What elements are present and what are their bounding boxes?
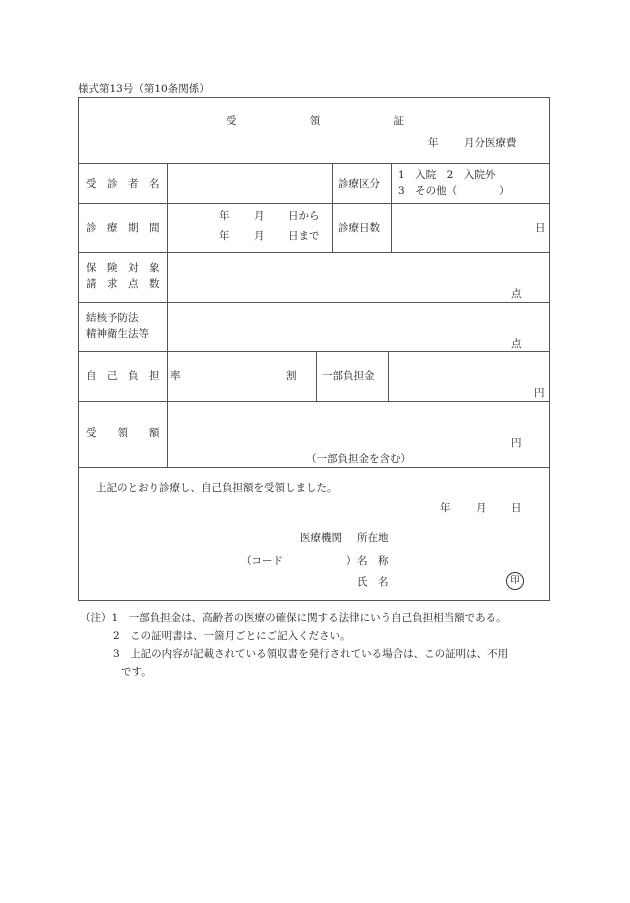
category-option-line1: 1 入院 2 入院外 (398, 169, 496, 181)
institution-code: （コード ） (241, 555, 357, 567)
partial-payment-unit: 円 (534, 387, 545, 399)
institution-label: 医療機関 (300, 532, 342, 544)
category-label: 診療区分 (338, 178, 380, 190)
address-label: 所在地 (357, 532, 389, 544)
tb-mental-label-2: 精神衛生法等 (86, 328, 149, 340)
received-amount-label: 受 領 額 (86, 427, 160, 439)
form-number: 様式第13号（第10条関係） (78, 83, 210, 95)
period-label: 診 療 期 間 (86, 222, 160, 234)
seal-mark: 印 (506, 572, 524, 590)
period-to-month: 月 (254, 230, 265, 242)
patient-name-label: 受 診 者 名 (86, 178, 160, 190)
tb-mental-label-1: 結核予防法 (86, 312, 139, 324)
insurance-points-label-2: 請 求 点 数 (86, 278, 160, 290)
title-month-label: 月分医療費 (464, 137, 517, 149)
period-to-day: 日まで (288, 230, 320, 242)
insurance-points-unit: 点 (511, 288, 522, 300)
cert-date-day: 日 (511, 502, 522, 514)
title-char: 証 (393, 115, 404, 127)
title-char: 受 (226, 115, 237, 127)
note-3: 3 上記の内容が記載されている領収書を発行されている場合は、この証明は、不用 (113, 648, 509, 660)
cert-date-year: 年 (440, 502, 451, 514)
category-option-line2: 3 その他（ ） (398, 185, 510, 197)
received-amount-unit: 円 (511, 437, 522, 449)
note-1: （注）1 一部負担金は、高齢者の医療の確保に関する法律にいう自己負担相当額である。 (80, 612, 507, 624)
period-to-year: 年 (219, 230, 230, 242)
period-from-day: 日から (288, 210, 320, 222)
form-title (226, 115, 404, 128)
signer-name-label: 氏 名 (357, 576, 389, 588)
tb-mental-unit: 点 (511, 338, 522, 350)
days-unit: 日 (535, 222, 546, 234)
note-2: 2 この証明書は、一箇月ごとにご記入ください。 (113, 630, 351, 642)
copay-rate-label: 自 己 負 担 率 (86, 370, 181, 382)
days-label: 診療日数 (338, 222, 380, 234)
received-amount-note: （一部負担金を含む） (306, 453, 411, 465)
period-from-month: 月 (254, 210, 265, 222)
partial-payment-label: 一部負担金 (322, 370, 375, 382)
cert-date-month: 月 (476, 502, 487, 514)
certification-statement: 上記のとおり診療し、自己負担額を受領しました。 (96, 482, 338, 494)
title-year-label: 年 (428, 137, 439, 149)
insurance-points-label-1: 保 険 対 象 (86, 262, 160, 274)
note-3-continued: です。 (121, 666, 152, 678)
title-char: 領 (309, 115, 321, 127)
copay-rate-unit: 割 (286, 370, 297, 382)
period-from-year: 年 (219, 210, 230, 222)
institution-name-label: 名 称 (357, 555, 389, 567)
